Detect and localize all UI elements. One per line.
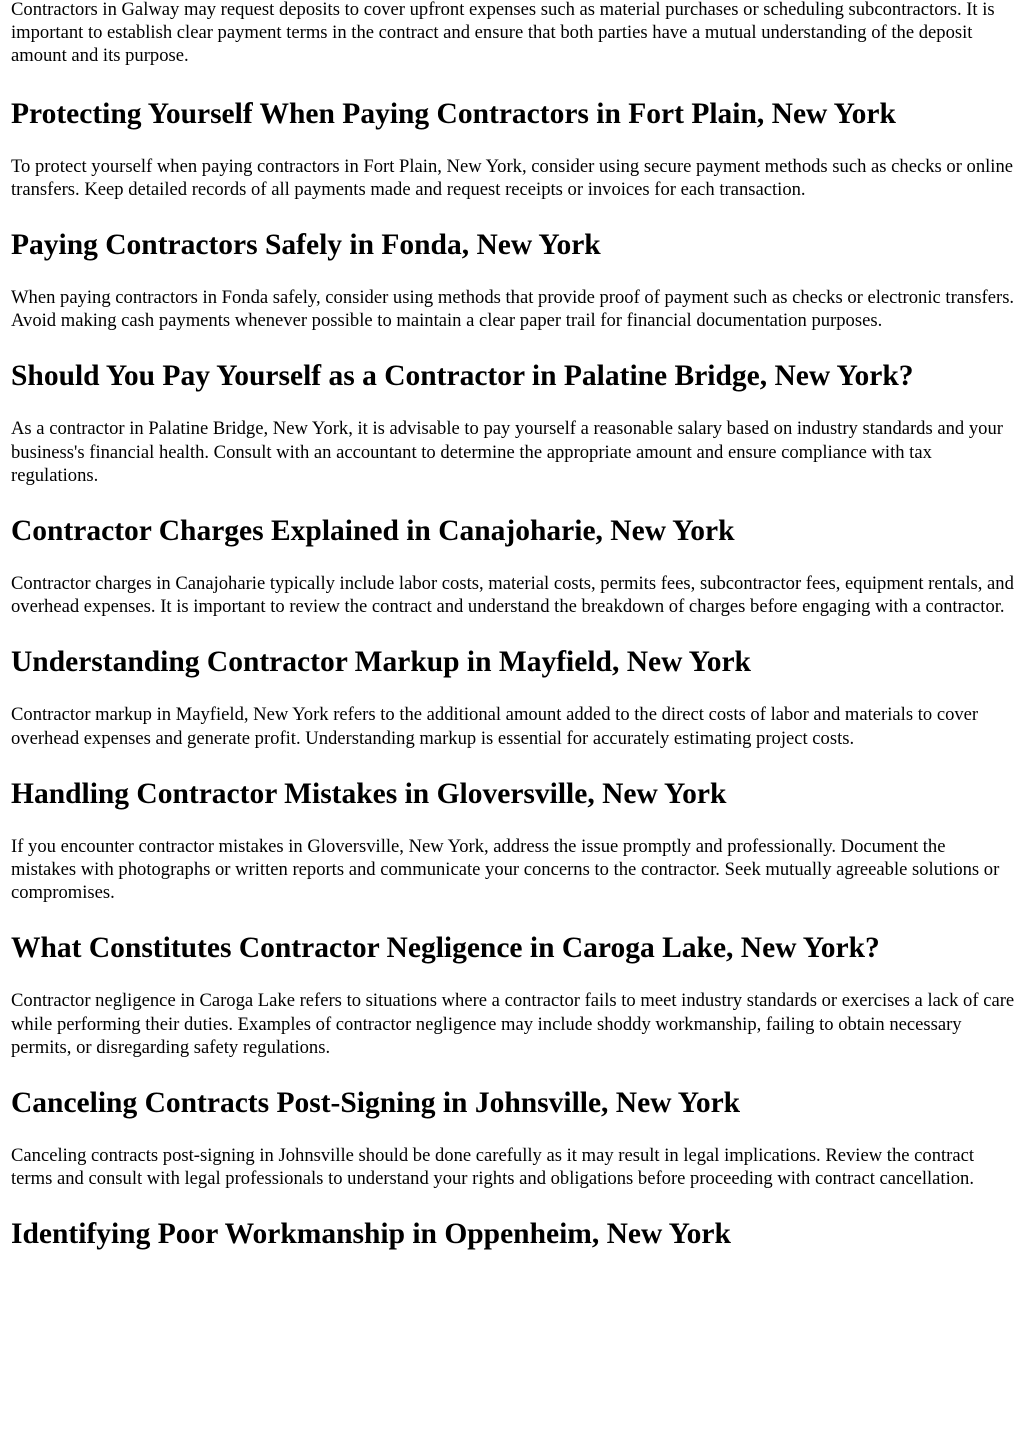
section-gloversville <box>11 750 1015 905</box>
section-body: If you encounter contractor mistakes in Gloversville, New York, address the issue promptly and professionally. Document the mistakes with photographs or written reports and communicate your concerns to the contractor. Seek mutually agreeable solutions or compromises. <box>11 835 1000 904</box>
section-palatine-bridge <box>11 332 1015 487</box>
section-heading: Paying Contractors Safely in Fonda, New York <box>11 229 601 262</box>
section-heading: Contractor Charges Explained in Canajoharie, New York <box>11 515 735 548</box>
section-heading: Should You Pay Yourself as a Contractor in Palatine Bridge, New York? <box>11 360 914 393</box>
section-canajoharie <box>11 487 1015 618</box>
section-body: Canceling contracts post-signing in Johnsville should be done carefully as it may result in legal implications. Review the contract terms and consult with legal professionals to understand your rights and obligations before proceeding with contract cancellation. <box>11 1145 975 1190</box>
section-heading: What Constitutes Contractor Negligence in Caroga Lake, New York? <box>11 932 880 965</box>
section-heading: Understanding Contractor Markup in Mayfield, New York <box>11 646 751 679</box>
section-body: Contractor markup in Mayfield, New York refers to the additional amount added to the direct costs of labor and materials to cover overhead expenses and generate profit. Understanding markup is essential for accurately estimating project costs. <box>11 704 979 749</box>
section-body: As a contractor in Palatine Bridge, New York, it is advisable to pay yourself a reasonable salary based on industry standards and your business's financial health. Consult with an accountant to determine the appropriate amount and ensure compliance with tax regulations. <box>11 418 1003 486</box>
intro-paragraph: Contractors in Galway may request deposits to cover upfront expenses such as material purchases or scheduling subcontractors. It is important to establish clear payment terms in the contract and ensure that both parties have a mutual understanding of the deposit amount and its purpose. <box>11 0 995 67</box>
section-oppenheim <box>11 1190 1015 1275</box>
section-body: To protect yourself when paying contractors in Fort Plain, New York, consider using secure payment methods such as checks or online transfers. Keep detailed records of all payments made and request receipts or invoices for each transaction. <box>11 155 1014 200</box>
section-johnsville <box>11 1059 1015 1190</box>
section-heading: Handling Contractor Mistakes in Gloversville, New York <box>11 777 727 810</box>
section-fort-plain <box>11 70 1015 201</box>
section-body: Contractor charges in Canajoharie typically include labor costs, material costs, permits fees, subcontractor fees, equipment rentals, and overhead expenses. It is important to review the contract and understand the breakdown of charges before engaging with a contractor. <box>11 573 1014 618</box>
section-body: Contractor negligence in Caroga Lake refers to situations where a contractor fails to meet industry standards or exercises a lack of care while performing their duties. Examples of contractor negligence may include shoddy workmanship, failing to obtain necessary permits, or disregarding safety regulations. <box>11 990 1015 1058</box>
section-caroga-lake <box>11 904 1015 1059</box>
section-body: When paying contractors in Fonda safely, consider using methods that provide proof of payment such as checks or electronic transfers. Avoid making cash payments whenever possible to maintain a clear paper trail for financial documentation purposes. <box>11 287 1015 332</box>
section-heading: Protecting Yourself When Paying Contractors in Fort Plain, New York <box>11 97 896 130</box>
section-mayfield <box>11 618 1015 749</box>
section-fonda <box>11 201 1015 332</box>
section-heading: Identifying Poor Workmanship in Oppenheim, New York <box>11 1218 731 1251</box>
section-heading: Canceling Contracts Post-Signing in Johnsville, New York <box>11 1087 741 1120</box>
